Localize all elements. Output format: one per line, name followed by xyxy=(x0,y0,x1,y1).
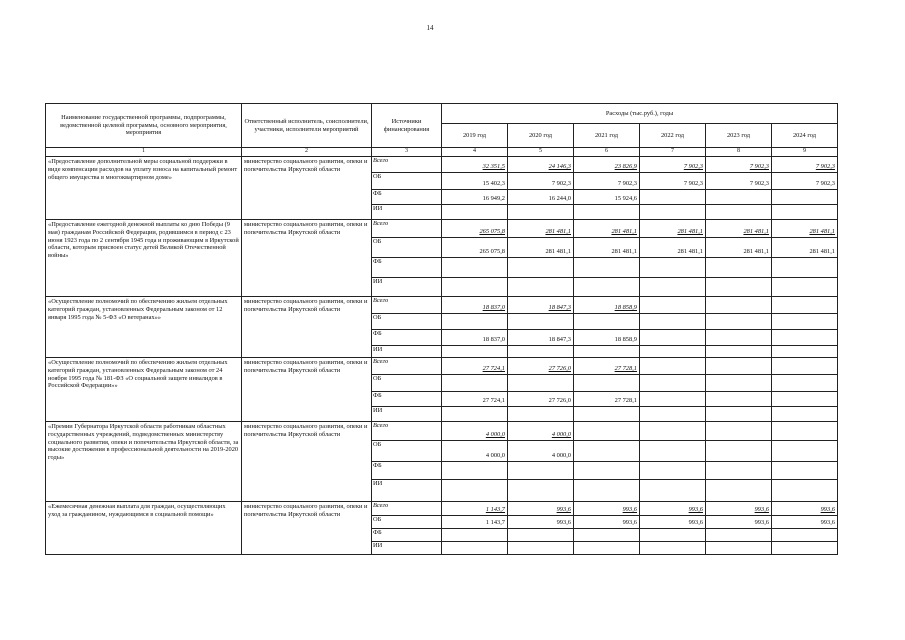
amount-cell xyxy=(706,422,772,441)
amount-cell xyxy=(640,480,706,502)
amount-cell: 1 143,7 xyxy=(442,516,508,529)
header-name: Наименование государственной программы, подпрограммы, ведомственной целевой программы, основного мероприятия, мероприятия xyxy=(46,104,242,148)
amount-cell xyxy=(508,529,574,542)
amount-cell: 24 146,3 xyxy=(508,157,574,173)
amount-cell xyxy=(574,529,640,542)
amount-cell xyxy=(706,258,772,278)
amount-cell xyxy=(574,462,640,480)
amount-cell: 7 902,3 xyxy=(772,173,838,190)
expenses-table xyxy=(45,103,838,555)
amount-cell xyxy=(508,480,574,502)
amount-cell: 16 244,0 xyxy=(508,190,574,205)
amount-cell xyxy=(508,542,574,555)
column-number: 2 xyxy=(242,148,372,157)
amount-cell xyxy=(574,346,640,358)
amount-cell xyxy=(508,346,574,358)
amount-cell xyxy=(772,480,838,502)
amount-cell: 993,6 xyxy=(574,502,640,516)
amount-cell xyxy=(640,330,706,346)
amount-cell: 281 481,1 xyxy=(574,220,640,238)
column-number: 1 xyxy=(46,148,242,157)
amount-cell: 7 902,3 xyxy=(574,173,640,190)
header-year: 2021 год xyxy=(574,124,640,148)
amount-cell: 7 902,3 xyxy=(706,173,772,190)
column-number: 4 xyxy=(442,148,508,157)
header-expenses: Расходы (тыс.руб.), годы xyxy=(442,104,838,124)
amount-cell: 27 728,1 xyxy=(574,358,640,375)
amount-cell: 27 726,0 xyxy=(508,392,574,407)
amount-cell: 23 826,9 xyxy=(574,157,640,173)
amount-cell xyxy=(442,375,508,392)
amount-cell xyxy=(640,392,706,407)
amount-cell: 281 481,1 xyxy=(640,220,706,238)
funding-source: ИИ xyxy=(372,542,442,555)
amount-cell xyxy=(508,205,574,220)
amount-cell xyxy=(706,297,772,314)
amount-cell xyxy=(574,480,640,502)
responsible-executor: министерство социального развития, опеки и попечительства Иркутской области xyxy=(242,422,372,502)
amount-cell: 32 351,5 xyxy=(442,157,508,173)
responsible-executor: министерство социального развития, опеки и попечительства Иркутской области xyxy=(242,297,372,358)
amount-cell xyxy=(442,542,508,555)
amount-cell: 281 481,1 xyxy=(772,238,838,258)
funding-source: ФБ xyxy=(372,462,442,480)
amount-cell xyxy=(574,422,640,441)
header-year: 2023 год xyxy=(706,124,772,148)
amount-cell xyxy=(706,375,772,392)
amount-cell xyxy=(442,314,508,330)
amount-cell: 265 075,8 xyxy=(442,238,508,258)
amount-cell xyxy=(640,278,706,297)
amount-cell xyxy=(574,278,640,297)
header-year: 2019 год xyxy=(442,124,508,148)
measure-name: «Предоставление ежегодной денежной выплаты ко дню Победы (9 мая) гражданам Российской Федерации, родившимся в период с 23 июня 1923 года по 2 сентября 1945 года и проживающим в Иркутской области, которым присвоен статус детей Великой Отечественной войны» xyxy=(46,220,242,297)
amount-cell: 27 726,0 xyxy=(508,358,574,375)
measure-name: «Предоставление дополнительной меры социальной поддержки в виде компенсации расходов на уплату взноса на капитальный ремонт общего имущества в многоквартирном доме» xyxy=(46,157,242,220)
table-row xyxy=(46,358,838,375)
amount-cell xyxy=(640,529,706,542)
funding-source: Всего xyxy=(372,157,442,173)
amount-cell: 18 837,0 xyxy=(442,297,508,314)
amount-cell xyxy=(772,297,838,314)
table-row xyxy=(46,297,838,314)
amount-cell: 281 481,1 xyxy=(508,220,574,238)
funding-source: ИИ xyxy=(372,278,442,297)
funding-source: ИИ xyxy=(372,346,442,358)
amount-cell xyxy=(706,392,772,407)
header-year: 2020 год xyxy=(508,124,574,148)
amount-cell xyxy=(640,258,706,278)
amount-cell: 281 481,1 xyxy=(508,238,574,258)
funding-source: ОБ xyxy=(372,238,442,258)
amount-cell: 4 000,0 xyxy=(442,422,508,441)
measure-name: «Ежемесячная денежная выплата для граждан, осуществляющих уход за гражданином, нуждающимся в социальной помощи» xyxy=(46,502,242,555)
funding-source: Всего xyxy=(372,502,442,516)
amount-cell: 265 075,8 xyxy=(442,220,508,238)
amount-cell xyxy=(574,205,640,220)
amount-cell: 7 902,3 xyxy=(640,173,706,190)
amount-cell xyxy=(706,542,772,555)
amount-cell xyxy=(442,205,508,220)
amount-cell xyxy=(574,314,640,330)
amount-cell xyxy=(442,278,508,297)
amount-cell xyxy=(706,190,772,205)
funding-source: ИИ xyxy=(372,480,442,502)
amount-cell xyxy=(706,346,772,358)
column-number: 9 xyxy=(772,148,838,157)
amount-cell xyxy=(640,314,706,330)
amount-cell xyxy=(442,480,508,502)
amount-cell xyxy=(706,480,772,502)
amount-cell: 18 847,3 xyxy=(508,297,574,314)
header-year: 2024 год xyxy=(772,124,838,148)
column-number: 6 xyxy=(574,148,640,157)
funding-source: ОБ xyxy=(372,516,442,529)
amount-cell xyxy=(574,441,640,462)
amount-cell xyxy=(772,462,838,480)
amount-cell xyxy=(772,330,838,346)
amount-cell: 27 724,1 xyxy=(442,392,508,407)
amount-cell xyxy=(706,205,772,220)
amount-cell: 4 000,0 xyxy=(508,441,574,462)
amount-cell xyxy=(772,258,838,278)
header-year: 2022 год xyxy=(640,124,706,148)
amount-cell xyxy=(442,346,508,358)
amount-cell: 15 402,3 xyxy=(442,173,508,190)
funding-source: Всего xyxy=(372,297,442,314)
funding-source: Всего xyxy=(372,358,442,375)
amount-cell xyxy=(640,407,706,422)
amount-cell xyxy=(442,462,508,480)
amount-cell: 27 724,1 xyxy=(442,358,508,375)
funding-source: ФБ xyxy=(372,330,442,346)
amount-cell: 993,6 xyxy=(706,516,772,529)
amount-cell xyxy=(640,190,706,205)
funding-source: ОБ xyxy=(372,375,442,392)
amount-cell: 281 481,1 xyxy=(706,238,772,258)
funding-source: ОБ xyxy=(372,314,442,330)
table-row xyxy=(46,502,838,516)
funding-source: ФБ xyxy=(372,529,442,542)
amount-cell xyxy=(508,258,574,278)
amount-cell xyxy=(772,346,838,358)
column-number: 5 xyxy=(508,148,574,157)
amount-cell: 7 902,3 xyxy=(706,157,772,173)
page-number: 14 xyxy=(426,24,434,32)
amount-cell xyxy=(442,258,508,278)
amount-cell xyxy=(706,441,772,462)
amount-cell: 18 847,3 xyxy=(508,330,574,346)
table-body xyxy=(46,157,838,555)
amount-cell xyxy=(640,422,706,441)
measure-name: «Осуществление полномочий по обеспечению жильем отдельных категорий граждан, установленных Федеральным законом от 24 ноября 1995 года № 181-ФЗ «О социальной защите инвалидов в Российской Федерации»» xyxy=(46,358,242,422)
amount-cell: 7 902,3 xyxy=(640,157,706,173)
amount-cell xyxy=(706,407,772,422)
amount-cell xyxy=(508,278,574,297)
header-source: Источники финансирования xyxy=(372,104,442,148)
amount-cell: 18 837,0 xyxy=(442,330,508,346)
table-row xyxy=(46,157,838,173)
measure-name: «Осуществление полномочий по обеспечению жильем отдельных категорий граждан, установленных Федеральным законом от 12 января 1995 года № 5-ФЗ «О ветеранах»» xyxy=(46,297,242,358)
amount-cell: 993,6 xyxy=(772,516,838,529)
funding-source: ФБ xyxy=(372,258,442,278)
amount-cell: 1 143,7 xyxy=(442,502,508,516)
amount-cell: 16 949,2 xyxy=(442,190,508,205)
amount-cell: 993,6 xyxy=(508,516,574,529)
amount-cell: 4 000,0 xyxy=(508,422,574,441)
funding-source: Всего xyxy=(372,220,442,238)
amount-cell xyxy=(640,375,706,392)
amount-cell xyxy=(508,462,574,480)
amount-cell: 7 902,3 xyxy=(508,173,574,190)
amount-cell: 7 902,3 xyxy=(772,157,838,173)
amount-cell xyxy=(706,529,772,542)
amount-cell xyxy=(442,529,508,542)
amount-cell xyxy=(772,392,838,407)
amount-cell: 281 481,1 xyxy=(772,220,838,238)
amount-cell xyxy=(706,358,772,375)
funding-source: ФБ xyxy=(372,392,442,407)
amount-cell xyxy=(772,542,838,555)
amount-cell: 27 728,1 xyxy=(574,392,640,407)
amount-cell xyxy=(640,462,706,480)
amount-cell: 4 000,0 xyxy=(442,441,508,462)
responsible-executor: министерство социального развития, опеки и попечительства Иркутской области xyxy=(242,157,372,220)
amount-cell: 281 481,1 xyxy=(574,238,640,258)
amount-cell: 993,6 xyxy=(772,502,838,516)
amount-cell: 993,6 xyxy=(574,516,640,529)
amount-cell xyxy=(772,375,838,392)
amount-cell xyxy=(706,314,772,330)
amount-cell: 281 481,1 xyxy=(706,220,772,238)
amount-cell xyxy=(706,278,772,297)
amount-cell xyxy=(772,407,838,422)
amount-cell xyxy=(772,278,838,297)
funding-source: ИИ xyxy=(372,407,442,422)
funding-source: ОБ xyxy=(372,441,442,462)
column-number: 7 xyxy=(640,148,706,157)
amount-cell xyxy=(772,422,838,441)
funding-source: Всего xyxy=(372,422,442,441)
amount-cell xyxy=(640,358,706,375)
responsible-executor: министерство социального развития, опеки и попечительства Иркутской области xyxy=(242,502,372,555)
amount-cell xyxy=(574,375,640,392)
amount-cell: 993,6 xyxy=(640,502,706,516)
amount-cell xyxy=(640,205,706,220)
amount-cell: 993,6 xyxy=(706,502,772,516)
amount-cell xyxy=(772,205,838,220)
amount-cell xyxy=(640,542,706,555)
funding-source: ФБ xyxy=(372,190,442,205)
amount-cell xyxy=(508,375,574,392)
amount-cell: 18 858,9 xyxy=(574,330,640,346)
amount-cell xyxy=(574,258,640,278)
amount-cell: 993,6 xyxy=(508,502,574,516)
amount-cell xyxy=(772,441,838,462)
table-header xyxy=(46,104,838,157)
amount-cell: 15 924,6 xyxy=(574,190,640,205)
responsible-executor: министерство социального развития, опеки и попечительства Иркутской области xyxy=(242,220,372,297)
amount-cell xyxy=(574,407,640,422)
amount-cell xyxy=(574,542,640,555)
funding-source: ИИ xyxy=(372,205,442,220)
funding-source: ОБ xyxy=(372,173,442,190)
measure-name: «Премии Губернатора Иркутской области работникам областных государственных учреждений, подведомственных министерству социального развития, опеки и попечительства Иркутской области, за высокие достижения в профессиональной деятельности на 2019-2020 годы» xyxy=(46,422,242,502)
amount-cell xyxy=(772,314,838,330)
amount-cell xyxy=(772,190,838,205)
column-number: 8 xyxy=(706,148,772,157)
amount-cell xyxy=(772,529,838,542)
amount-cell xyxy=(772,358,838,375)
amount-cell xyxy=(706,330,772,346)
amount-cell: 18 858,9 xyxy=(574,297,640,314)
amount-cell xyxy=(640,297,706,314)
amount-cell xyxy=(442,407,508,422)
amount-cell xyxy=(706,462,772,480)
table-row xyxy=(46,422,838,441)
column-number: 3 xyxy=(372,148,442,157)
amount-cell xyxy=(508,407,574,422)
responsible-executor: министерство социального развития, опеки и попечительства Иркутской области xyxy=(242,358,372,422)
amount-cell xyxy=(508,314,574,330)
amount-cell xyxy=(640,346,706,358)
table-row xyxy=(46,220,838,238)
header-responsible: Ответственный исполнитель, соисполнители, участники, исполнители мероприятий xyxy=(242,104,372,148)
amount-cell xyxy=(640,441,706,462)
amount-cell: 281 481,1 xyxy=(640,238,706,258)
amount-cell: 993,6 xyxy=(640,516,706,529)
